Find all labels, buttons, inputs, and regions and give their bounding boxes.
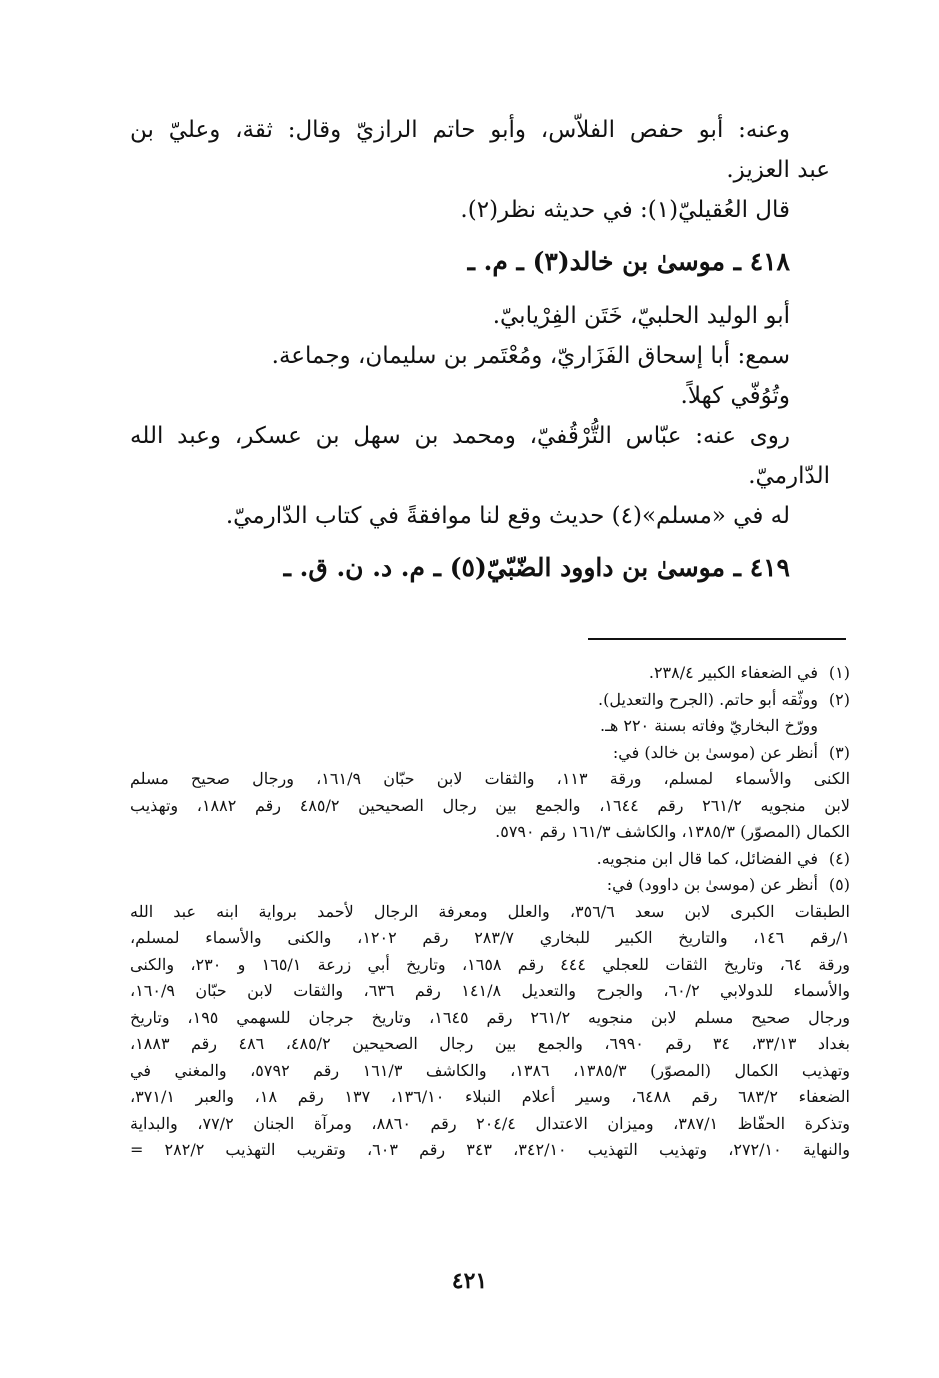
footnote-text: في الفضائل، كما قال ابن منجويه. [596, 848, 818, 868]
footnote-text: وورّخ البخاريّ وفاته بسنة ٢٢٠ هـ. [600, 716, 818, 735]
footnote-1 [130, 660, 850, 687]
footnote-5-body [130, 899, 850, 1164]
footnotes [130, 660, 850, 1164]
footnote-line: الضعفاء ٦٨٣/٢ رقم ٦٤٨٨، وسير أعلام النبلاء ١٣٦/١٠، ١٣٧ رقم ١٨، والعبر ٣٧١/١، [130, 1087, 850, 1106]
footnote-number: (٥) [828, 875, 850, 894]
footnote-2-continuation [130, 713, 850, 740]
footnote-number: (٢) [828, 689, 850, 709]
footnote-line: ورقة ٦٤، وتاريخ الثقات للعجلي ٤٤٤ رقم ١٦٥٨، وتاريخ أبي زرعة ١٦٥/١ و ٢٣٠، والكنى [130, 954, 851, 974]
footnote-line: لابن منجويه ٢٦١/٢ رقم ١٦٤٤، والجمع بين رجال الصحيحين ٤٨٥/٢ رقم ١٨٨٢، وتهذيب [130, 795, 850, 815]
footnote-number: (١) [828, 663, 850, 682]
footnote-line: ١/رقم ١٤٦، والتاريخ الكبير للبخاري ٢٨٣/٧ رقم ١٢٠٢، والكنى والأسماء لمسلم، [130, 928, 851, 947]
entry-heading-419: ٤١٩ ـ موسىٰ بن داوود الضّبّيّ(٥) ـ م. د. ن. ق. ـ [283, 553, 790, 582]
footnote-3 [130, 740, 850, 767]
text-line: سمع: أبا إسحاق الفَزَاريّ، ومُعْتَمر بن سليمان، وجماعة. [271, 343, 790, 369]
footnote-4 [130, 846, 850, 873]
footnote-line: الطبقات الكبرى لابن سعد ٣٥٦/٦، والعلل ومعرفة الرجال لأحمد برواية ابنه عبد الله [130, 901, 850, 921]
footnote-number: (٤) [828, 848, 850, 868]
footnote-text: أنظر عن (موسىٰ بن خالد) في: [612, 742, 818, 762]
text-line: أبو الوليد الحلبيّ، خَتَن الفِرْيابيّ. [492, 303, 790, 329]
footnote-line: وتهذيب الكمال (المصوّر) ١٣٨٥/٣، ١٣٨٦، والكاشف ١٦١/٣ رقم ٥٧٩٢، والمغني في [130, 1060, 850, 1080]
text-line: قال العُقيليّ(١): في حديثه نظر(٢). [460, 197, 790, 223]
page-number: ٤٢١ [451, 1268, 488, 1294]
text-line: له في «مسلم»(٤) حديث وقع لنا موافقةً في كتاب الدّارميّ. [225, 503, 790, 529]
text-line: الدّارميّ. [748, 463, 830, 489]
main-text [130, 110, 830, 602]
footnote-5 [130, 872, 850, 899]
footnote-divider [588, 638, 846, 640]
text-line: روى عنه: عبّاس التُّرْقُفيّ، ومحمد بن سهل بن عسكر، وعبد الله [130, 423, 790, 449]
footnote-2 [130, 687, 850, 714]
footnote-line: بغداد ٣٣/١٣، ٣٤ رقم ٦٩٩٠، والجمع بين رجال الصحيحين ٤٨٥/٢، ٤٨٦ رقم ١٨٨٣، [130, 1034, 851, 1053]
footnote-3-body [130, 766, 850, 846]
entry-heading-418: ٤١٨ ـ موسىٰ بن خالد(٣) ـ م. ـ [467, 247, 790, 276]
footnote-line: ورجال صحيح مسلم لابن منجويه ٢٦١/٢ رقم ١٦٤٥، وتاريخ جرجان للسهمي ١٩٥، وتاريخ [130, 1007, 850, 1027]
footnote-text: أنظر عن (موسىٰ بن داوود) في: [606, 875, 818, 894]
text-line: عبد العزيز. [726, 157, 830, 183]
footnote-line: الكنى والأسماء لمسلم، ورقة ١١٣، والثقات لابن حبّان ١٦١/٩، ورجال صحيح مسلم [130, 769, 851, 788]
footnote-line: وتذكرة الحفّاظ ٣٨٧/١، وميزان الاعتدال ٢٠٤/٤ رقم ٨٨٦٠، ومرآة الجنان ٧٧/٢، والبداية [130, 1113, 851, 1133]
text-line: وعنه: أبو حفص الفلاّس، وأبو حاتم الرازيّ وقال: ثقة، وعليّ بن [130, 117, 790, 143]
footnote-line: والأسماء للدولابي ٦٠/٢، والجرح والتعديل ١٤١/٨ رقم ٦٣٦، والثقات لابن حبّان ١٦٠/٩، [130, 981, 851, 1000]
footnote-number: (٣) [828, 742, 850, 762]
text-line: وتُوُفّي كهلاً. [680, 383, 790, 409]
footnote-text: في الضعفاء الكبير ٢٣٨/٤. [648, 663, 818, 682]
footnote-line: الكمال (المصوّر) ١٣٨٥/٣، والكاشف ١٦١/٣ رقم ٥٧٩٠. [495, 822, 850, 841]
footnote-line: والنهاية ٢٧٢/١٠، وتهذيب التهذيب ٣٤٢/١٠، ٣٤٣ رقم ٦٠٣، وتقريب التهذيب ٢٨٢/٢ = [130, 1140, 850, 1159]
footnote-text: ووثّقه أبو حاتم. (الجرح والتعديل). [598, 689, 818, 709]
